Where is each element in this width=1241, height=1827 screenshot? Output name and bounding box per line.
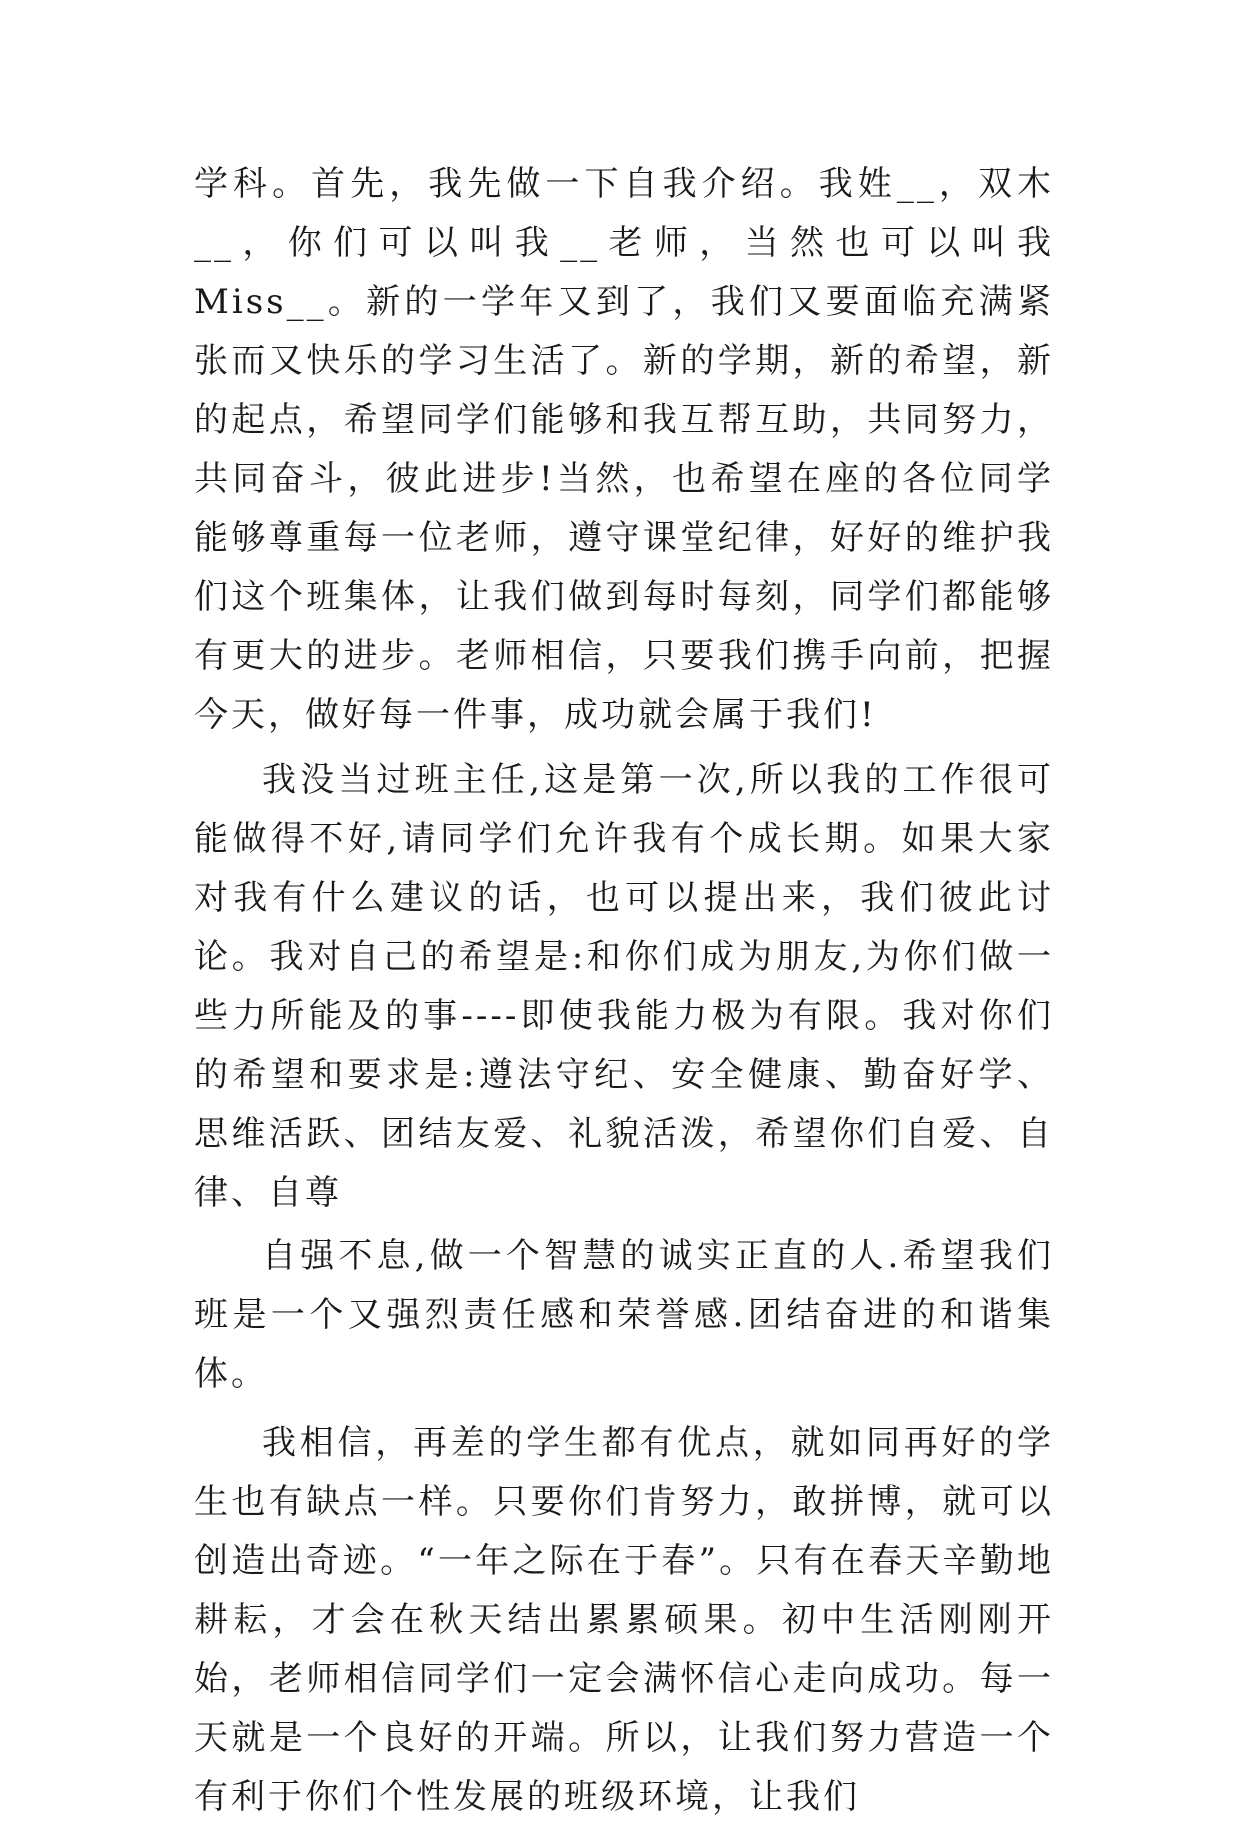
paragraph: 自强不息,做一个智慧的诚实正直的人.希望我们班是一个又强烈责任感和荣誉感.团结奋进的和谐集体。	[194, 1236, 1054, 1394]
paragraph: 学科。首先，我先做一下自我介绍。我姓__，双木__，你们可以叫我__老师，当然也可以叫我Miss__。新的一学年又到了，我们又要面临充满紧张而又快乐的学习生活了。新的学期，新的希望，新的起点，希望同学们能够和我互帮互助，共同努力，共同奋斗，彼此进步!当然，也希望在座的各位同学能够尊重每一位老师，遵守课堂纪律，好好的维护我们这个班集体，让我们做到每时每刻，同学们都能够有更大的进步。老师相信，只要我们携手向前，把握今天，做好每一件事，成功就会属于我们!	[194, 164, 1054, 735]
body-text	[194, 155, 1054, 1827]
paragraph: 我相信，再差的学生都有优点，就如同再好的学生也有缺点一样。只要你们肯努力，敢拼博，就可以创造出奇迹。“一年之际在于春”。只有在春天辛勤地耕耘，才会在秋天结出累累硕果。初中生活刚刚开始，老师相信同学们一定会满怀信心走向成功。每一天就是一个良好的开端。所以，让我们努力营造一个有利于你们个性发展的班级环境，让我们	[194, 1423, 1054, 1817]
paragraph: 我没当过班主任,这是第一次,所以我的工作很可能做得不好,请同学们允许我有个成长期。如果大家对我有什么建议的话，也可以提出来，我们彼此讨论。我对自己的希望是:和你们成为朋友,为你们做一些力所能及的事----即使我能力极为有限。我对你们的希望和要求是:遵法守纪、安全健康、勤奋好学、思维活跃、团结友爱、礼貌活泼，希望你们自爱、自律、自尊	[194, 760, 1054, 1213]
